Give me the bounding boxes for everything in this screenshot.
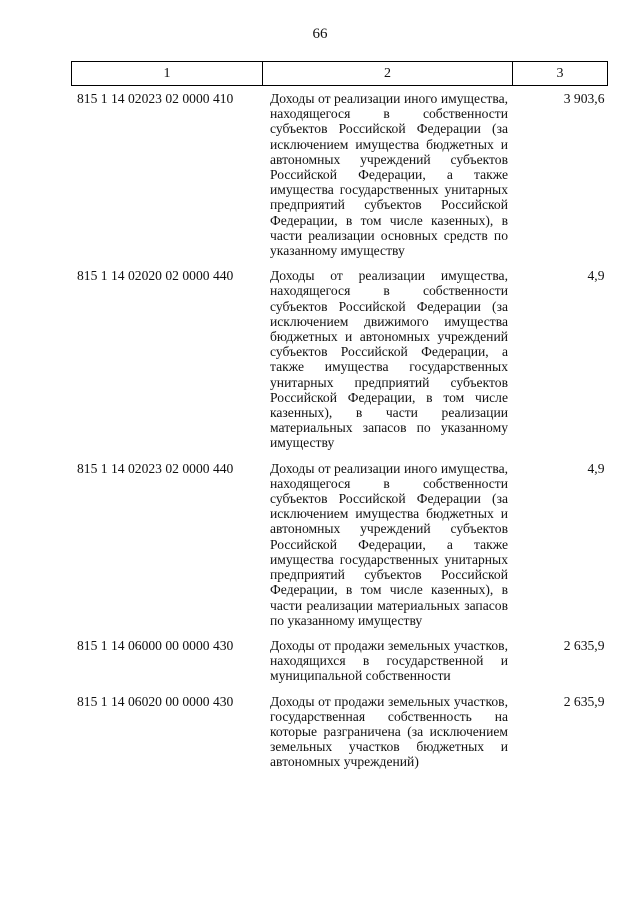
revenue-description: Доходы от реализации иного имущества, находящегося в собственности субъектов Российской Федерации (за исключением имущества бюджетных и автономных учреждений субъектов Российской Федерации, а также имущества государственных унитарных предприятий субъектов Российской Федерации, в том числе казенных), в части реализации основных средств по указанному имуществу <box>270 91 508 259</box>
budget-code: 815 1 14 02023 02 0000 410 <box>77 91 234 106</box>
column-header-2: 2 <box>263 62 513 86</box>
budget-code: 815 1 14 06020 00 0000 430 <box>77 693 234 709</box>
revenue-description: Доходы от продажи земельных участков, государственная собственность на которые разграничена (за исключением земельных участков бюджетных и автономных учреждений) <box>270 693 508 770</box>
table-row <box>72 689 608 775</box>
revenue-amount: 4,9 <box>587 268 605 284</box>
table-row <box>72 263 608 455</box>
budget-code: 815 1 14 02020 02 0000 440 <box>77 268 234 284</box>
table-header-row <box>72 62 608 86</box>
page-number: 66 <box>312 26 328 42</box>
table-row <box>72 633 608 689</box>
revenue-amount: 3 903,6 <box>563 91 605 106</box>
revenue-description: Доходы от реализации имущества, находящегося в собственности субъектов Российской Федерации (за исключением движимого имущества бюджетных и автономных учреждений субъектов Российской Федерации, а также имущества государственных унитарных предприятий субъектов Российской Федерации, в том числе казенных), в части реализации материальных запасов по указанному имуществу <box>270 268 508 451</box>
revenue-amount: 4,9 <box>587 460 605 476</box>
revenue-amount: 2 635,9 <box>563 637 605 653</box>
budget-code: 815 1 14 02023 02 0000 440 <box>77 460 234 476</box>
table-row <box>72 86 608 264</box>
revenue-amount: 2 635,9 <box>563 693 605 709</box>
budget-code: 815 1 14 06000 00 0000 430 <box>77 637 234 653</box>
table-row <box>72 456 608 633</box>
budget-revenue-table <box>71 61 608 775</box>
column-header-1: 1 <box>72 62 263 86</box>
column-header-3: 3 <box>513 62 608 86</box>
revenue-description: Доходы от продажи земельных участков, находящихся в государственной и муниципальной собственности <box>270 637 508 684</box>
revenue-description: Доходы от реализации иного имущества, находящегося в собственности субъектов Российской Федерации (за исключением имущества бюджетных и автономных учреждений субъектов Российской Федерации, а также имущества государственных унитарных предприятий субъектов Российской Федерации, в том числе казенных), в части реализации материальных запасов по указанному имуществу <box>270 460 508 628</box>
